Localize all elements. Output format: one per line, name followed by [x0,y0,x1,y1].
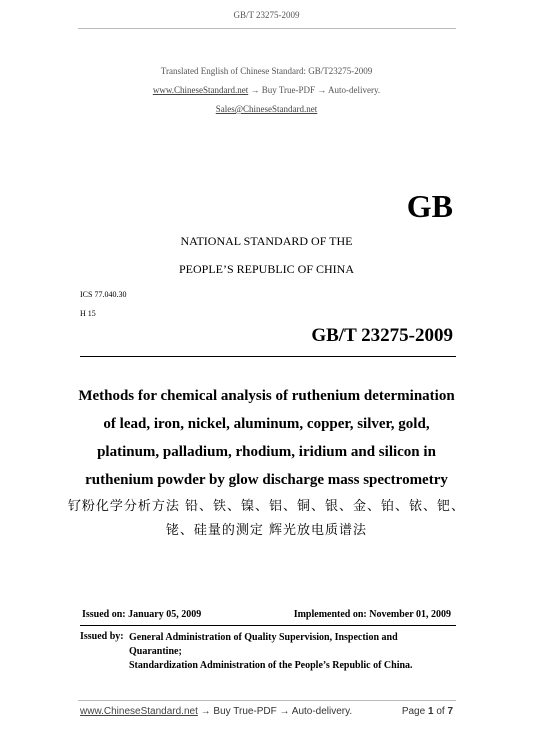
title-line: Methods for chemical analysis of ruthenium determination [78,388,455,404]
promo-line-2-rest: → Buy True-PDF → Auto-delivery. [248,85,381,95]
footer-divider [78,700,456,701]
header-divider [78,28,456,29]
title-rule [80,356,456,357]
chinese-title-line: 钌粉化学分析方法 铅、铁、镍、铝、铜、银、金、铂、铱、钯、 [67,499,466,514]
ics-code: ICS 77.040.30 [80,290,127,299]
issuer-line: Standardization Administration of the People’s Republic of China. [129,660,413,671]
gb-mark: GB [406,188,453,224]
issued-on: Issued on: January 05, 2009 [82,609,202,620]
document-title [0,382,533,494]
promo-line-1: Translated English of Chinese Standard: GB/T23275-2009 [160,66,373,76]
implemented-on: Implemented on: November 01, 2009 [293,609,451,620]
title-line: of lead, iron, nickel, aluminum, copper, silver, gold, [103,416,430,432]
dates-rule [80,625,456,626]
page-of: of [436,706,445,717]
issuer-line: General Administration of Quality Supervision, Inspection and [129,632,398,643]
page-total: 7 [447,706,453,717]
title-line: ruthenium powder by glow discharge mass spectrometry [85,472,448,488]
running-header: GB/T 23275-2009 [233,10,300,20]
national-standard-line-2: PEOPLE’S REPUBLIC OF CHINA [178,262,355,276]
standard-number: GB/T 23275-2009 [311,325,453,346]
footer-promo [80,706,352,717]
chinese-title [0,495,533,543]
page-indicator [402,706,453,717]
ccs-code: H 15 [80,309,96,318]
page-number: 1 [427,706,434,717]
page-label: Page [401,706,426,717]
promo-line-2 [0,85,533,95]
site-link[interactable]: www.ChineseStandard.net [152,85,249,95]
issuer-line: Quarantine; [129,646,182,657]
email-link[interactable]: Sales@ChineseStandard.net [215,104,318,114]
national-standard-line-1: NATIONAL STANDARD OF THE [180,234,353,248]
issued-by [129,631,413,673]
title-line: platinum, palladium, rhodium, iridium and silicon in [97,444,436,460]
promo-line-3 [0,104,533,114]
issued-by-label: Issued by: [80,631,124,642]
footer-promo-rest: → Buy True-PDF → Auto-delivery. [197,706,353,717]
chinese-title-line: 铑、硅量的测定 辉光放电质谱法 [165,523,368,538]
footer-site-link[interactable]: www.ChineseStandard.net [80,706,198,717]
